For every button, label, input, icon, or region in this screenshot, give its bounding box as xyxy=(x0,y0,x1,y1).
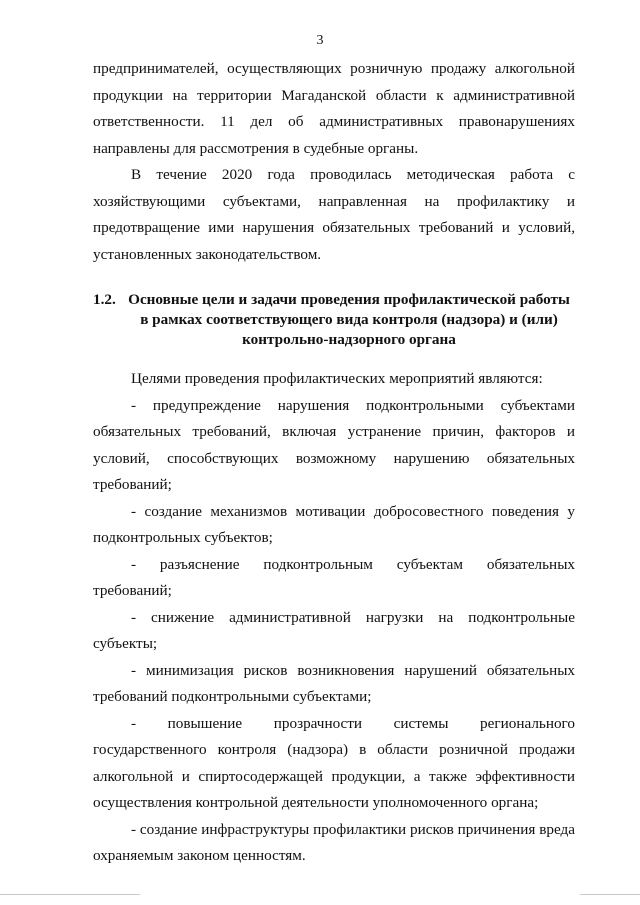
section-number: 1.2. xyxy=(93,291,116,308)
goal-item-3: - разъяснение подконтрольным субъектам обязательных требований; xyxy=(93,555,575,599)
goals-block xyxy=(93,366,575,870)
goal-item-4: - снижение административной нагрузки на подконтрольные субъекты; xyxy=(93,608,575,652)
goal-item-2: - создание механизмов мотивации добросовестного поведения у подконтрольных субъектов; xyxy=(93,502,575,546)
section-heading xyxy=(93,290,575,350)
goal-item-7: - создание инфраструктуры профилактики рисков причинения вреда охраняемым законом ценностям. xyxy=(93,820,575,864)
goal-item-5: - минимизация рисков возникновения нарушений обязательных требований подконтрольными субъектами; xyxy=(93,661,575,705)
intro-paragraph-2: В течение 2020 года проводилась методическая работа с хозяйствующими субъектами, направленная на профилактику и предотвращение ими нарушения обязательных требований и условий, установленных законодательством. xyxy=(93,166,575,263)
intro-paragraph-1: предпринимателей, осуществляющих розничную продажу алкогольной продукции на территории Магаданской области к административной ответственности. 11 дел об административных правонарушениях направлены для рассмотрения в судебные органы. xyxy=(93,60,575,157)
goal-item-1: - предупреждение нарушения подконтрольными субъектами обязательных требований, включая устранение причин, факторов и условий, способствующих возможному нарушению обязательных требований; xyxy=(93,396,575,493)
intro-block xyxy=(93,56,575,268)
section-title: Основные цели и задачи проведения профилактической работы в рамках соответствующего вида контроля (надзора) и (или) контрольно-надзорного органа xyxy=(128,291,570,348)
page-number: 3 xyxy=(316,33,324,48)
scan-artifact-line xyxy=(580,894,640,895)
goals-intro: Целями проведения профилактических мероприятий являются: xyxy=(131,370,543,387)
goal-item-6: - повышение прозрачности системы регионального государственного контроля (надзора) в области розничной продажи алкогольной и спиртосодержащей продукции, а также эффективности осуществления контрольной деятельности уполномоченного органа; xyxy=(93,714,575,811)
scan-artifact-line xyxy=(0,894,140,895)
